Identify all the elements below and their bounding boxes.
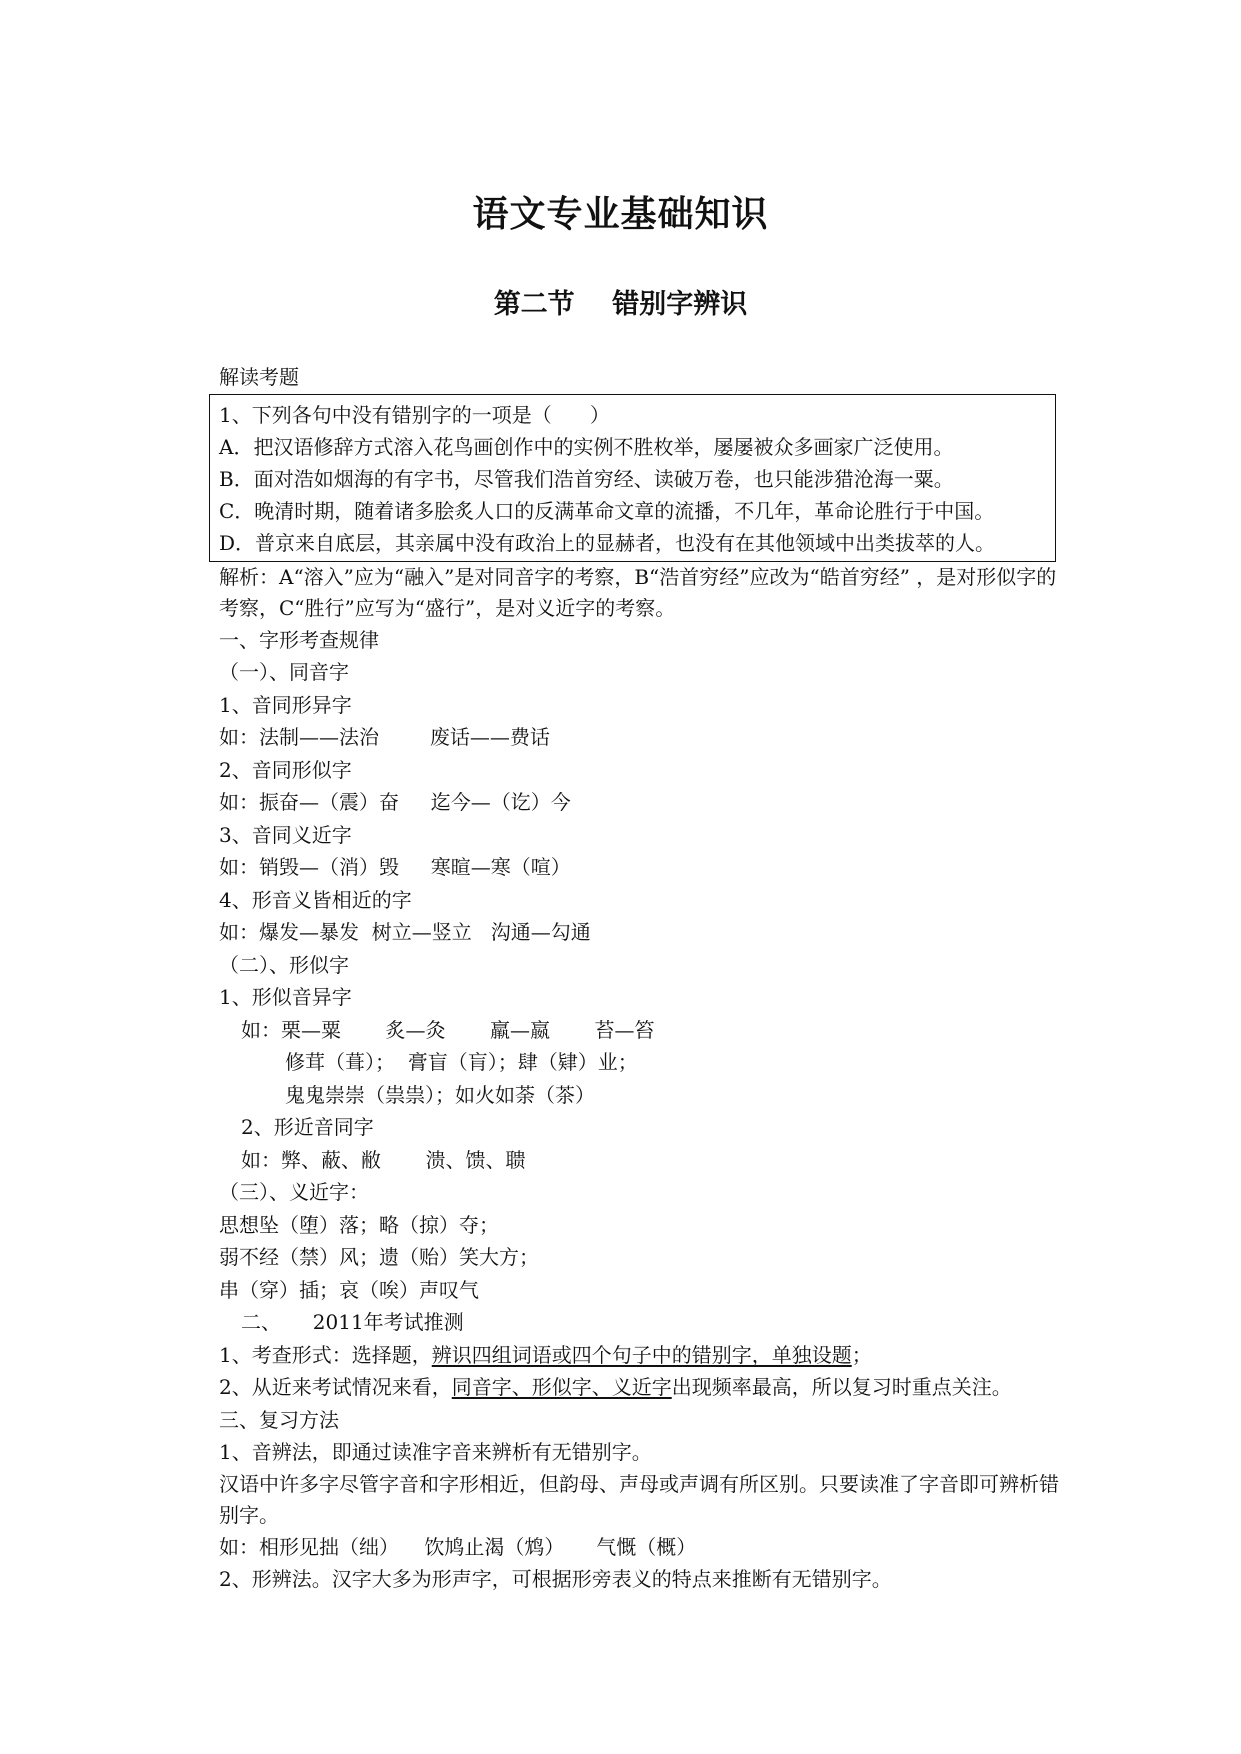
option-c: C．晚清时期，随着诸多脍炙人口的反满革命文章的流播，不几年，革命论胜行于中国。 <box>219 498 995 523</box>
example-line: 如：爆发—暴发 树立—竖立 沟通—勾通 <box>219 920 591 944</box>
option-a: A．把汉语修辞方式溶入花鸟画创作中的实例不胜枚举，屡屡被众多画家广泛使用。 <box>219 434 954 459</box>
exam-form-underlined: 辨识四组词语或四个句子中的错别字，单独设题 <box>431 1342 852 1367</box>
analysis-paragraph: 解析：A“溶入”应为“融入”是对同音字的考察，B“浩首穷经”应改为“皓首穷经” ，是对形似字的考察，C“胜行”应写为“盛行”，是对义近字的考察。 <box>219 564 1057 620</box>
subheading-synonyms: （三）、义近字： <box>219 1180 369 1204</box>
exam-freq-prefix: 2、从近来考试情况来看， <box>219 1375 452 1399</box>
heading-rules: 一、字形考查规律 <box>219 627 379 652</box>
example-line: 如：法制——法治 废话——费话 <box>219 725 550 749</box>
example-line: 修茸（葺）； 膏盲（肓）；肆（肄）业； <box>285 1050 638 1074</box>
section-label: 解读考题 <box>219 365 299 389</box>
question-box <box>209 394 1056 562</box>
example-line: 思想坠（堕）落；略（掠）夺； <box>219 1212 499 1237</box>
example-line: 鬼鬼崇崇（祟祟）；如火如荼（茶） <box>285 1082 595 1107</box>
exam-form-suffix: ； <box>851 1342 872 1367</box>
exam-form-prefix: 1、考查形式：选择题， <box>219 1342 432 1367</box>
list-item: 1、音同形异字 <box>219 692 352 717</box>
question-stem: 1、下列各句中没有错别字的一项是（ ） <box>219 402 610 427</box>
option-d: D．普京来自底层，其亲属中没有政治上的显赫者，也没有在其他领域中出类拔萃的人。 <box>219 530 996 555</box>
example-line: 弱不经（禁）风；遗（贻）笑大方； <box>219 1245 539 1269</box>
exam-freq-suffix: 出现频率最高，所以复习时重点关注。 <box>671 1375 1012 1399</box>
heading-review-methods: 三、复习方法 <box>219 1407 339 1432</box>
exam-frequency-line <box>219 1371 1069 1404</box>
example-line: 如：弊、蔽、敝 溃、馈、聩 <box>241 1147 526 1172</box>
method-sound-detail: 汉语中许多字尽管字音和字形相近，但韵母、声母或声调有所区别。只要读准了字音即可辨析错别字。 <box>219 1471 1059 1527</box>
subheading-homophones: （一）、同音字 <box>219 660 349 684</box>
example-line: 如：栗—粟 炙—灸 羸—嬴 苔—笞 <box>241 1017 655 1042</box>
example-line: 串（穿）插；哀（唉）声叹气 <box>219 1277 479 1302</box>
exam-freq-underlined: 同音字、形似字、义近字 <box>451 1375 672 1399</box>
method-shape: 2、形辨法。汉字大多为形声字，可根据形旁表义的特点来推断有无错别字。 <box>219 1567 892 1591</box>
method-sound: 1、音辨法，即通过读准字音来辨析有无错别字。 <box>219 1440 652 1464</box>
example-line: 如：振奋—（震）奋 迄今—（讫）今 <box>219 790 571 814</box>
page-title: 语文专业基础知识 <box>472 194 769 235</box>
section-subtitle: 第二节 错别字辨识 <box>493 289 748 320</box>
heading-exam-forecast: 二、 2011年考试推测 <box>241 1310 464 1334</box>
list-item: 1、形似音异字 <box>219 985 352 1009</box>
example-line: 如：销毁—（消）毁 寒暄—寒（喧） <box>219 855 571 879</box>
exam-form-line <box>219 1339 1069 1372</box>
list-item: 3、音同义近字 <box>219 822 352 847</box>
method-sound-example: 如：相形见拙（绌） 饮鸠止渴（鸩） 气慨（概） <box>219 1534 697 1559</box>
option-b: B．面对浩如烟海的有字书，尽管我们浩首穷经、读破万卷，也只能涉猎沧海一粟。 <box>219 466 954 491</box>
list-item: 2、音同形似字 <box>219 757 352 782</box>
document-body <box>219 361 1069 1596</box>
list-item: 4、形音义皆相近的字 <box>219 887 412 912</box>
list-item: 2、形近音同字 <box>241 1115 374 1139</box>
subheading-similar-shape: （二）、形似字 <box>219 952 349 977</box>
